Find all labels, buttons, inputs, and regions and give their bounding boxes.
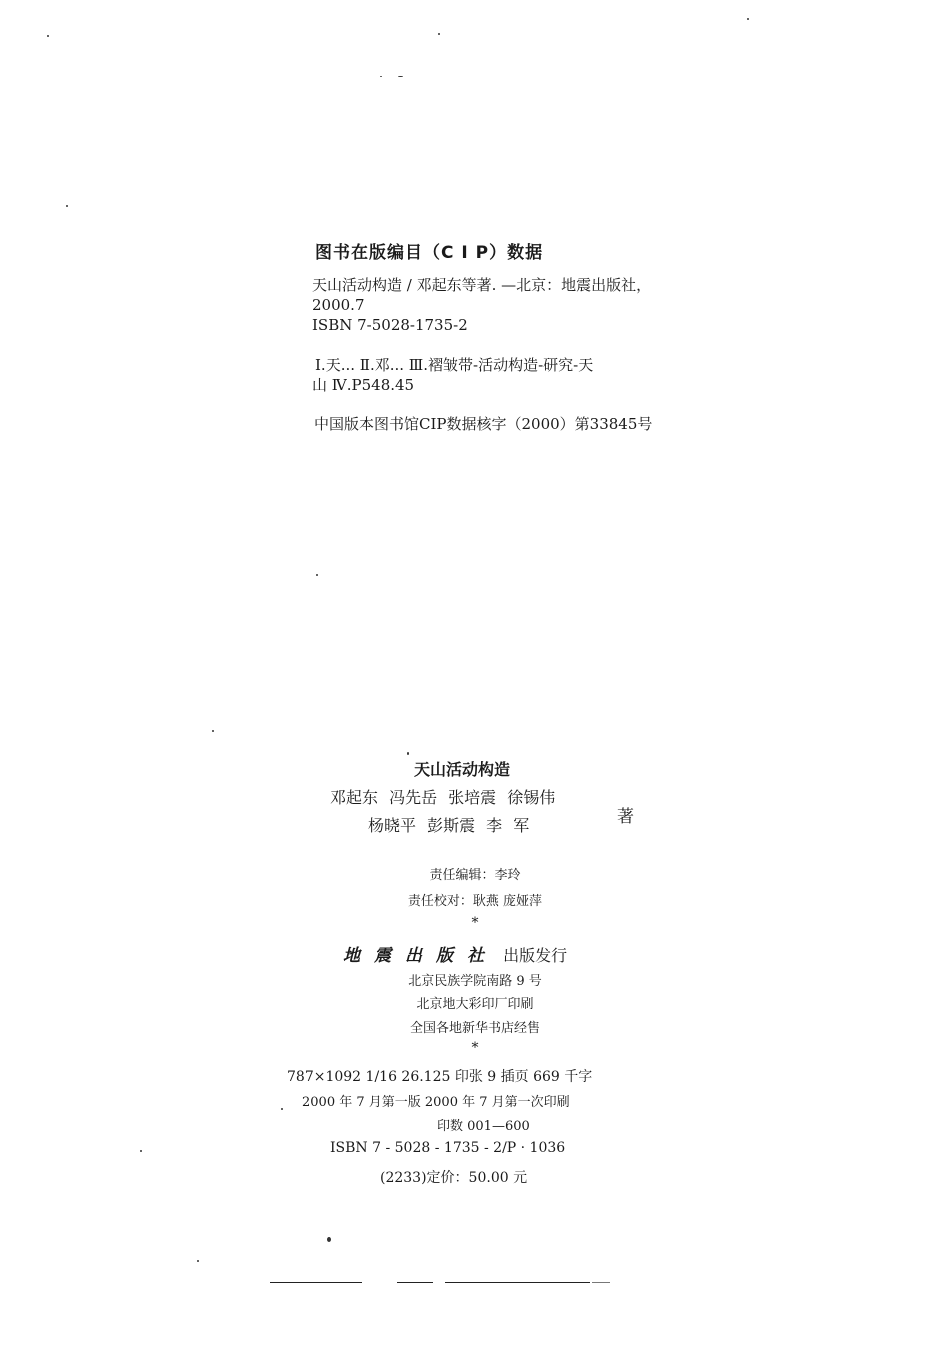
scan-speck — [438, 33, 440, 35]
scan-speck — [197, 1260, 199, 1262]
cip-line-publication: 天山活动构造 / 邓起东等著. —北京：地震出版社， — [312, 276, 652, 294]
scan-speck — [380, 76, 382, 77]
authors-row-2: 杨晓平 彭斯震 李 军 — [368, 816, 530, 835]
cip-line-record-number: 中国版本图书馆CIP数据核字（2000）第33845号 — [314, 415, 653, 433]
editor-credit: 责任编辑：李玲 — [429, 868, 521, 883]
scan-speck — [316, 574, 318, 576]
edition-info: 2000 年 7 月第一版 2000 年 7 月第一次印刷 — [302, 1095, 570, 1110]
bottom-rule-segment — [397, 1282, 433, 1283]
scan-speck — [47, 35, 49, 37]
isbn-full: ISBN 7 - 5028 - 1735 - 2/P · 1036 — [330, 1140, 566, 1156]
cip-line-classification: 山 Ⅳ.P548.45 — [312, 376, 415, 394]
proofreader-credit: 责任校对：耿燕 庞娅萍 — [407, 894, 543, 909]
separator-star-2: * — [471, 1040, 479, 1056]
authors-row-1: 邓起东 冯先岳 张培震 徐锡伟 — [330, 788, 556, 807]
bottom-rule-segment — [592, 1282, 610, 1283]
bottom-rule-segment — [445, 1282, 590, 1283]
cip-line-isbn: ISBN 7-5028-1735-2 — [312, 316, 468, 334]
separator-star-1: * — [471, 915, 479, 931]
printer-credit: 北京地大彩印厂印刷 — [416, 997, 534, 1012]
scan-speck — [407, 752, 409, 755]
book-specs: 787×1092 1/16 26.125 印张 9 插页 669 千字 — [287, 1069, 593, 1085]
print-run: 印数 001—600 — [437, 1119, 530, 1134]
scan-speck — [212, 730, 214, 732]
publisher-line — [343, 941, 567, 966]
cip-line-date: 2000.7 — [312, 296, 365, 314]
author-suffix: 著 — [617, 807, 634, 827]
scan-speck — [66, 205, 68, 207]
bottom-rule-segment — [270, 1282, 362, 1283]
book-title: 天山活动构造 — [414, 760, 511, 779]
cip-heading: 图书在版编目（C I P）数据 — [315, 243, 544, 263]
publisher-suffix: 出版发行 — [503, 946, 568, 965]
scan-speck — [747, 18, 749, 20]
publisher-logo: 地震出版社 — [343, 946, 498, 966]
scan-speck — [398, 76, 403, 77]
cip-line-subjects: Ⅰ.天... Ⅱ.邓... Ⅲ.褶皱带-活动构造-研究-天 — [315, 356, 594, 374]
distributor-credit: 全国各地新华书店经售 — [409, 1021, 540, 1036]
scan-speck — [327, 1237, 331, 1242]
scan-speck — [281, 1108, 283, 1110]
scan-speck — [140, 1150, 142, 1152]
publisher-address: 北京民族学院南路 9 号 — [408, 974, 542, 989]
price: (2233)定价：50.00 元 — [380, 1170, 528, 1186]
